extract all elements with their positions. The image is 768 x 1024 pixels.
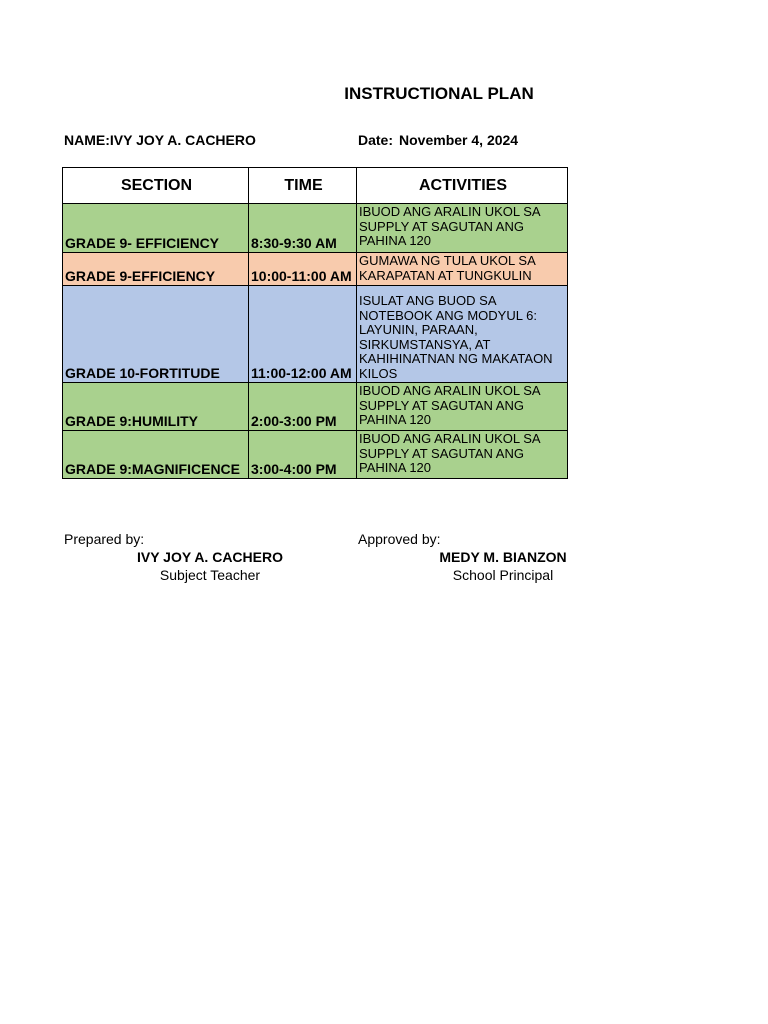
date-label: Date: (358, 132, 394, 148)
time-cell: 2:00-3:00 PM (249, 383, 357, 431)
date-line (358, 132, 518, 148)
section-cell: GRADE 9- EFFICIENCY (63, 204, 249, 253)
section-cell: GRADE 9-EFFICIENCY (63, 253, 249, 286)
section-cell: GRADE 10-FORTITUDE (63, 286, 249, 383)
date-value: November 4, 2024 (399, 132, 519, 148)
activity-cell: IBUOD ANG ARALIN UKOL SA SUPPLY AT SAGUTAN ANG PAHINA 120 (357, 431, 568, 479)
header-activities: ACTIVITIES (357, 168, 568, 204)
activity-cell: GUMAWA NG TULA UKOL SA KARAPATAN AT TUNGKULIN (357, 253, 568, 286)
section-cell: GRADE 9:MAGNIFICENCE (63, 431, 249, 479)
table-row (63, 431, 568, 479)
time-cell: 8:30-9:30 AM (249, 204, 357, 253)
time-cell: 11:00-12:00 AM (249, 286, 357, 383)
activity-cell: IBUOD ANG ARALIN UKOL SA SUPPLY AT SAGUTAN ANG PAHINA 120 (357, 204, 568, 253)
table-header-row (63, 168, 568, 204)
teacher-name: NAME:IVY JOY A. CACHERO (64, 132, 256, 148)
table-row (63, 286, 568, 383)
approved-by-block (358, 549, 568, 589)
table-row (63, 253, 568, 286)
page-title: INSTRUCTIONAL PLAN (344, 84, 534, 103)
table-row (63, 383, 568, 431)
header-section: SECTION (63, 168, 249, 204)
time-cell: 3:00-4:00 PM (249, 431, 357, 479)
approved-by-name: MEDY M. BIANZON (439, 549, 567, 565)
time-cell: 10:00-11:00 AM (249, 253, 357, 286)
approved-by-label: Approved by: (358, 531, 441, 547)
approved-by-role: School Principal (452, 567, 554, 583)
schedule-table (62, 167, 568, 479)
table-row (63, 204, 568, 253)
activity-cell: ISULAT ANG BUOD SA NOTEBOOK ANG MODYUL 6: LAYUNIN, PARAAN, SIRKUMSTANSYA, AT KAHIHINATNAN NG MAKATAON KILOS (357, 286, 568, 383)
section-cell: GRADE 9:HUMILITY (63, 383, 249, 431)
prepared-by-name: IVY JOY A. CACHERO (136, 549, 283, 565)
header-time: TIME (249, 168, 357, 204)
prepared-by-role: Subject Teacher (159, 567, 261, 583)
activity-cell: IBUOD ANG ARALIN UKOL SA SUPPLY AT SAGUTAN ANG PAHINA 120 (357, 383, 568, 431)
prepared-by-label: Prepared by: (64, 531, 145, 547)
